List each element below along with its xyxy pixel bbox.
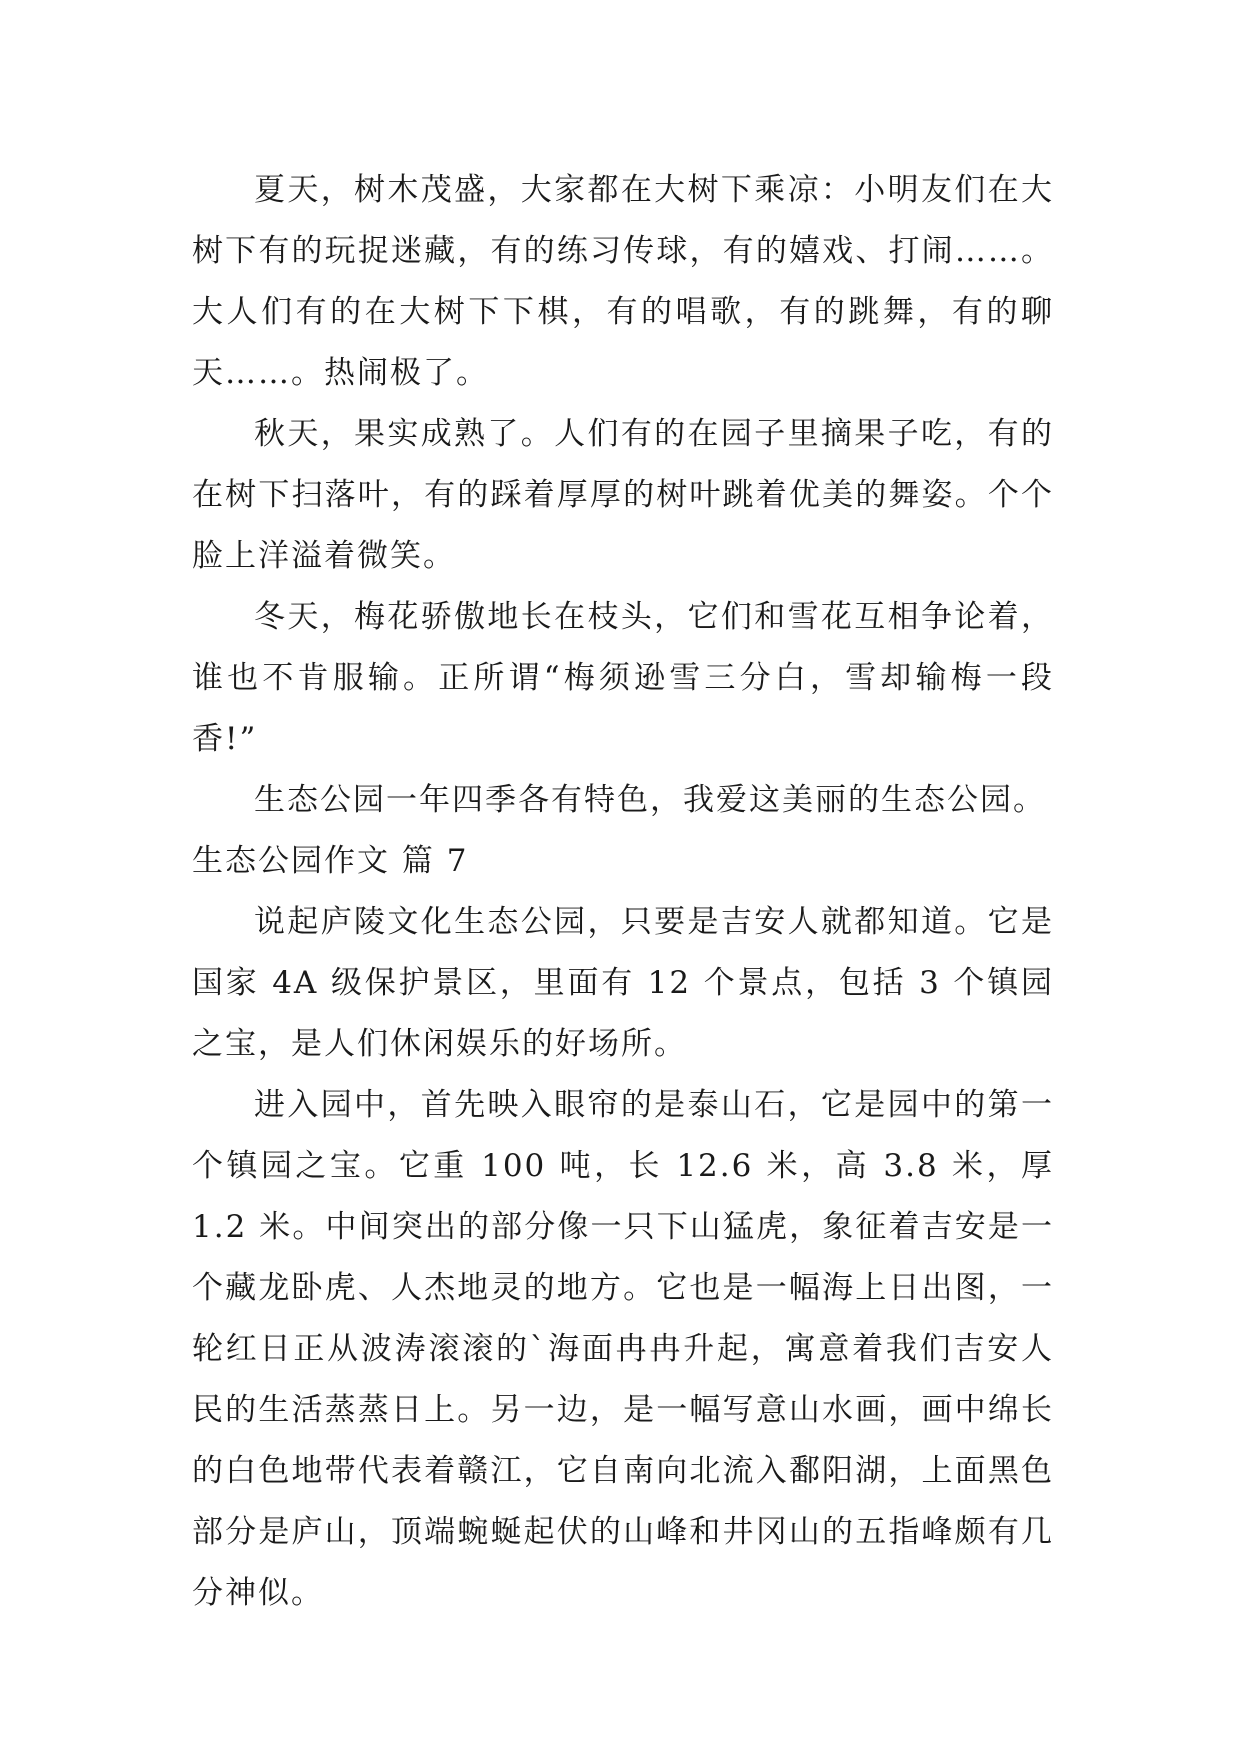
paragraph-intro: 说起庐陵文化生态公园，只要是吉安人就都知道。它是国家 4A 级保护景区，里面有 12 个景点，包括 3 个镇园之宝，是人们休闲娱乐的好场所。 xyxy=(192,904,1054,1062)
essay-heading: 生态公园作文 篇 7 xyxy=(192,843,469,879)
paragraph-autumn: 秋天，果实成熟了。人们有的在园子里摘果子吃，有的在树下扫落叶，有的踩着厚厚的树叶跳着优美的舞姿。个个脸上洋溢着微笑。 xyxy=(192,416,1054,574)
paragraph-taishan-stone: 进入园中，首先映入眼帘的是泰山石，它是园中的第一个镇园之宝。它重 100 吨，长 12.6 米，高 3.8 米，厚 1.2 米。中间突出的部分像一只下山猛虎，象征着吉安是一个藏龙卧虎、人杰地灵的地方。它也是一幅海上日出图，一轮红日正从波涛滚滚的`海面冉冉升起，寓意着我们吉安人民的生活蒸蒸日上。另一边，是一幅写意山水画，画中绵长的白色地带代表着赣江，它自南向北流入鄱阳湖，上面黑色部分是庐山，顶端蜿蜒起伏的山峰和井冈山的五指峰颇有几分神似。 xyxy=(192,1087,1054,1611)
paragraph-winter: 冬天，梅花骄傲地长在枝头，它们和雪花互相争论着，谁也不肯服输。正所谓“梅须逊雪三分白，雪却输梅一段香!” xyxy=(192,599,1054,757)
paragraph-summer: 夏天，树木茂盛，大家都在大树下乘凉：小明友们在大树下有的玩捉迷藏，有的练习传球，有的嬉戏、打闹……。大人们有的在大树下下棋，有的唱歌，有的跳舞，有的聊天……。热闹极了。 xyxy=(192,172,1054,391)
document-body xyxy=(192,160,1054,1624)
paragraph-conclusion: 生态公园一年四季各有特色，我爱这美丽的生态公园。 xyxy=(254,782,1046,818)
